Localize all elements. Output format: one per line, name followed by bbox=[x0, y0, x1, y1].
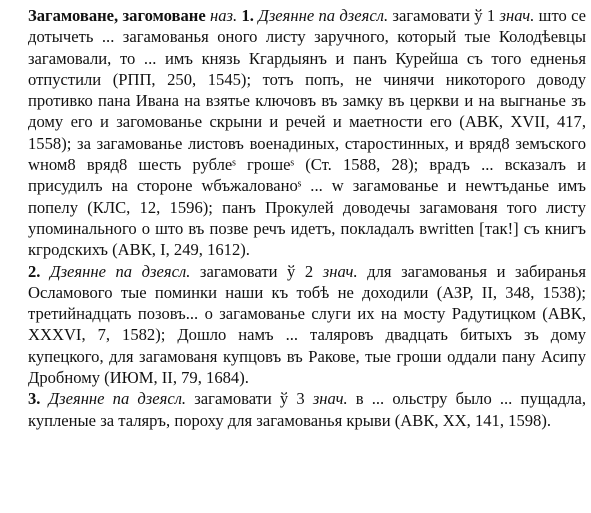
sense-meaning-2: знач. bbox=[322, 261, 358, 281]
sense-number-3: 3. bbox=[28, 389, 41, 409]
sense-body-2: для загамованья и забиранья Осламового тые поминки наши къ тобѣ не доходили (АЗР, II, 348, 1538); третийнадцать позовъ... о загамованье слуги их на мосту Радутицком (АВК, XXXVI, 7, 1582); Дошло намъ ... таляровъ двадцать битыхъ зъ дому купецкого, для загамованя купцовъ въ Ракове, тые гроши оддали пану Асипу Дробному (ИЮМ, II, 79, 1684). bbox=[28, 261, 587, 388]
sense-meaning-3: знач. bbox=[312, 389, 348, 409]
sense-verb-3: загамовати ў 3 bbox=[194, 389, 305, 409]
sense-number-2: 2. bbox=[28, 261, 41, 281]
sense-1 bbox=[6, 5, 586, 261]
sense-2 bbox=[6, 261, 586, 389]
sense-number-1: 1. bbox=[241, 6, 254, 25]
dictionary-entry bbox=[6, 5, 586, 431]
sense-body-1: што се дотычеть ... загамованья оного листу заручного, который тые Колодѣевцы загамовали, то ... имъ князь Кгардыянъ и панъ Курейша съ того едненья отпустили (РПП, 250, 1545); тотъ попъ, не чинячи никоторого доводу противко пана Ивана на взятье ключовъ въ замку въ церкви и на выгнанье зъ дому его и загомованье скрыни и речей и маетности его (АВК, XVII, 417, 1558); за загамованье листовъ военадиных, старостинных, и вряд8 земъского wном8 вряд8 шесть рублеˢ грошеˢ (Ст. 1588, 28); врадъ ... всказалъ и присудилъ на стороне wбъжалованоˢ ... w загамованье и неwтъданье имъ попелу (КЛС, 12, 1596); панъ Прокулей доводечы загамованя того листу упоминального о што въ позве речъ идетъ, покладалъ вwritten [так!] съ книгъ кгродскихъ (АВК, I, 249, 1612). bbox=[28, 6, 587, 260]
sense-3 bbox=[6, 388, 586, 431]
headword: Загамоване, загомоване bbox=[28, 6, 206, 25]
part-of-speech: наз. bbox=[210, 6, 238, 25]
sense-meaning-1: знач. bbox=[499, 6, 535, 25]
sense-verb-2: загамовати ў 2 bbox=[199, 261, 314, 281]
sense-label-2: Дзеянне па дзеясл. bbox=[50, 261, 191, 281]
sense-label-1: Дзеянне па дзеясл. bbox=[258, 6, 389, 25]
sense-verb-1: загамовати ў 1 bbox=[392, 6, 496, 25]
sense-body-3: в ... ольстру было ... пущадла, купленые за таляръ, пороху для загамованья крыви (АВК, XX, 141, 1598). bbox=[28, 389, 587, 430]
sense-label-3: Дзеянне па дзеясл. bbox=[48, 389, 187, 409]
